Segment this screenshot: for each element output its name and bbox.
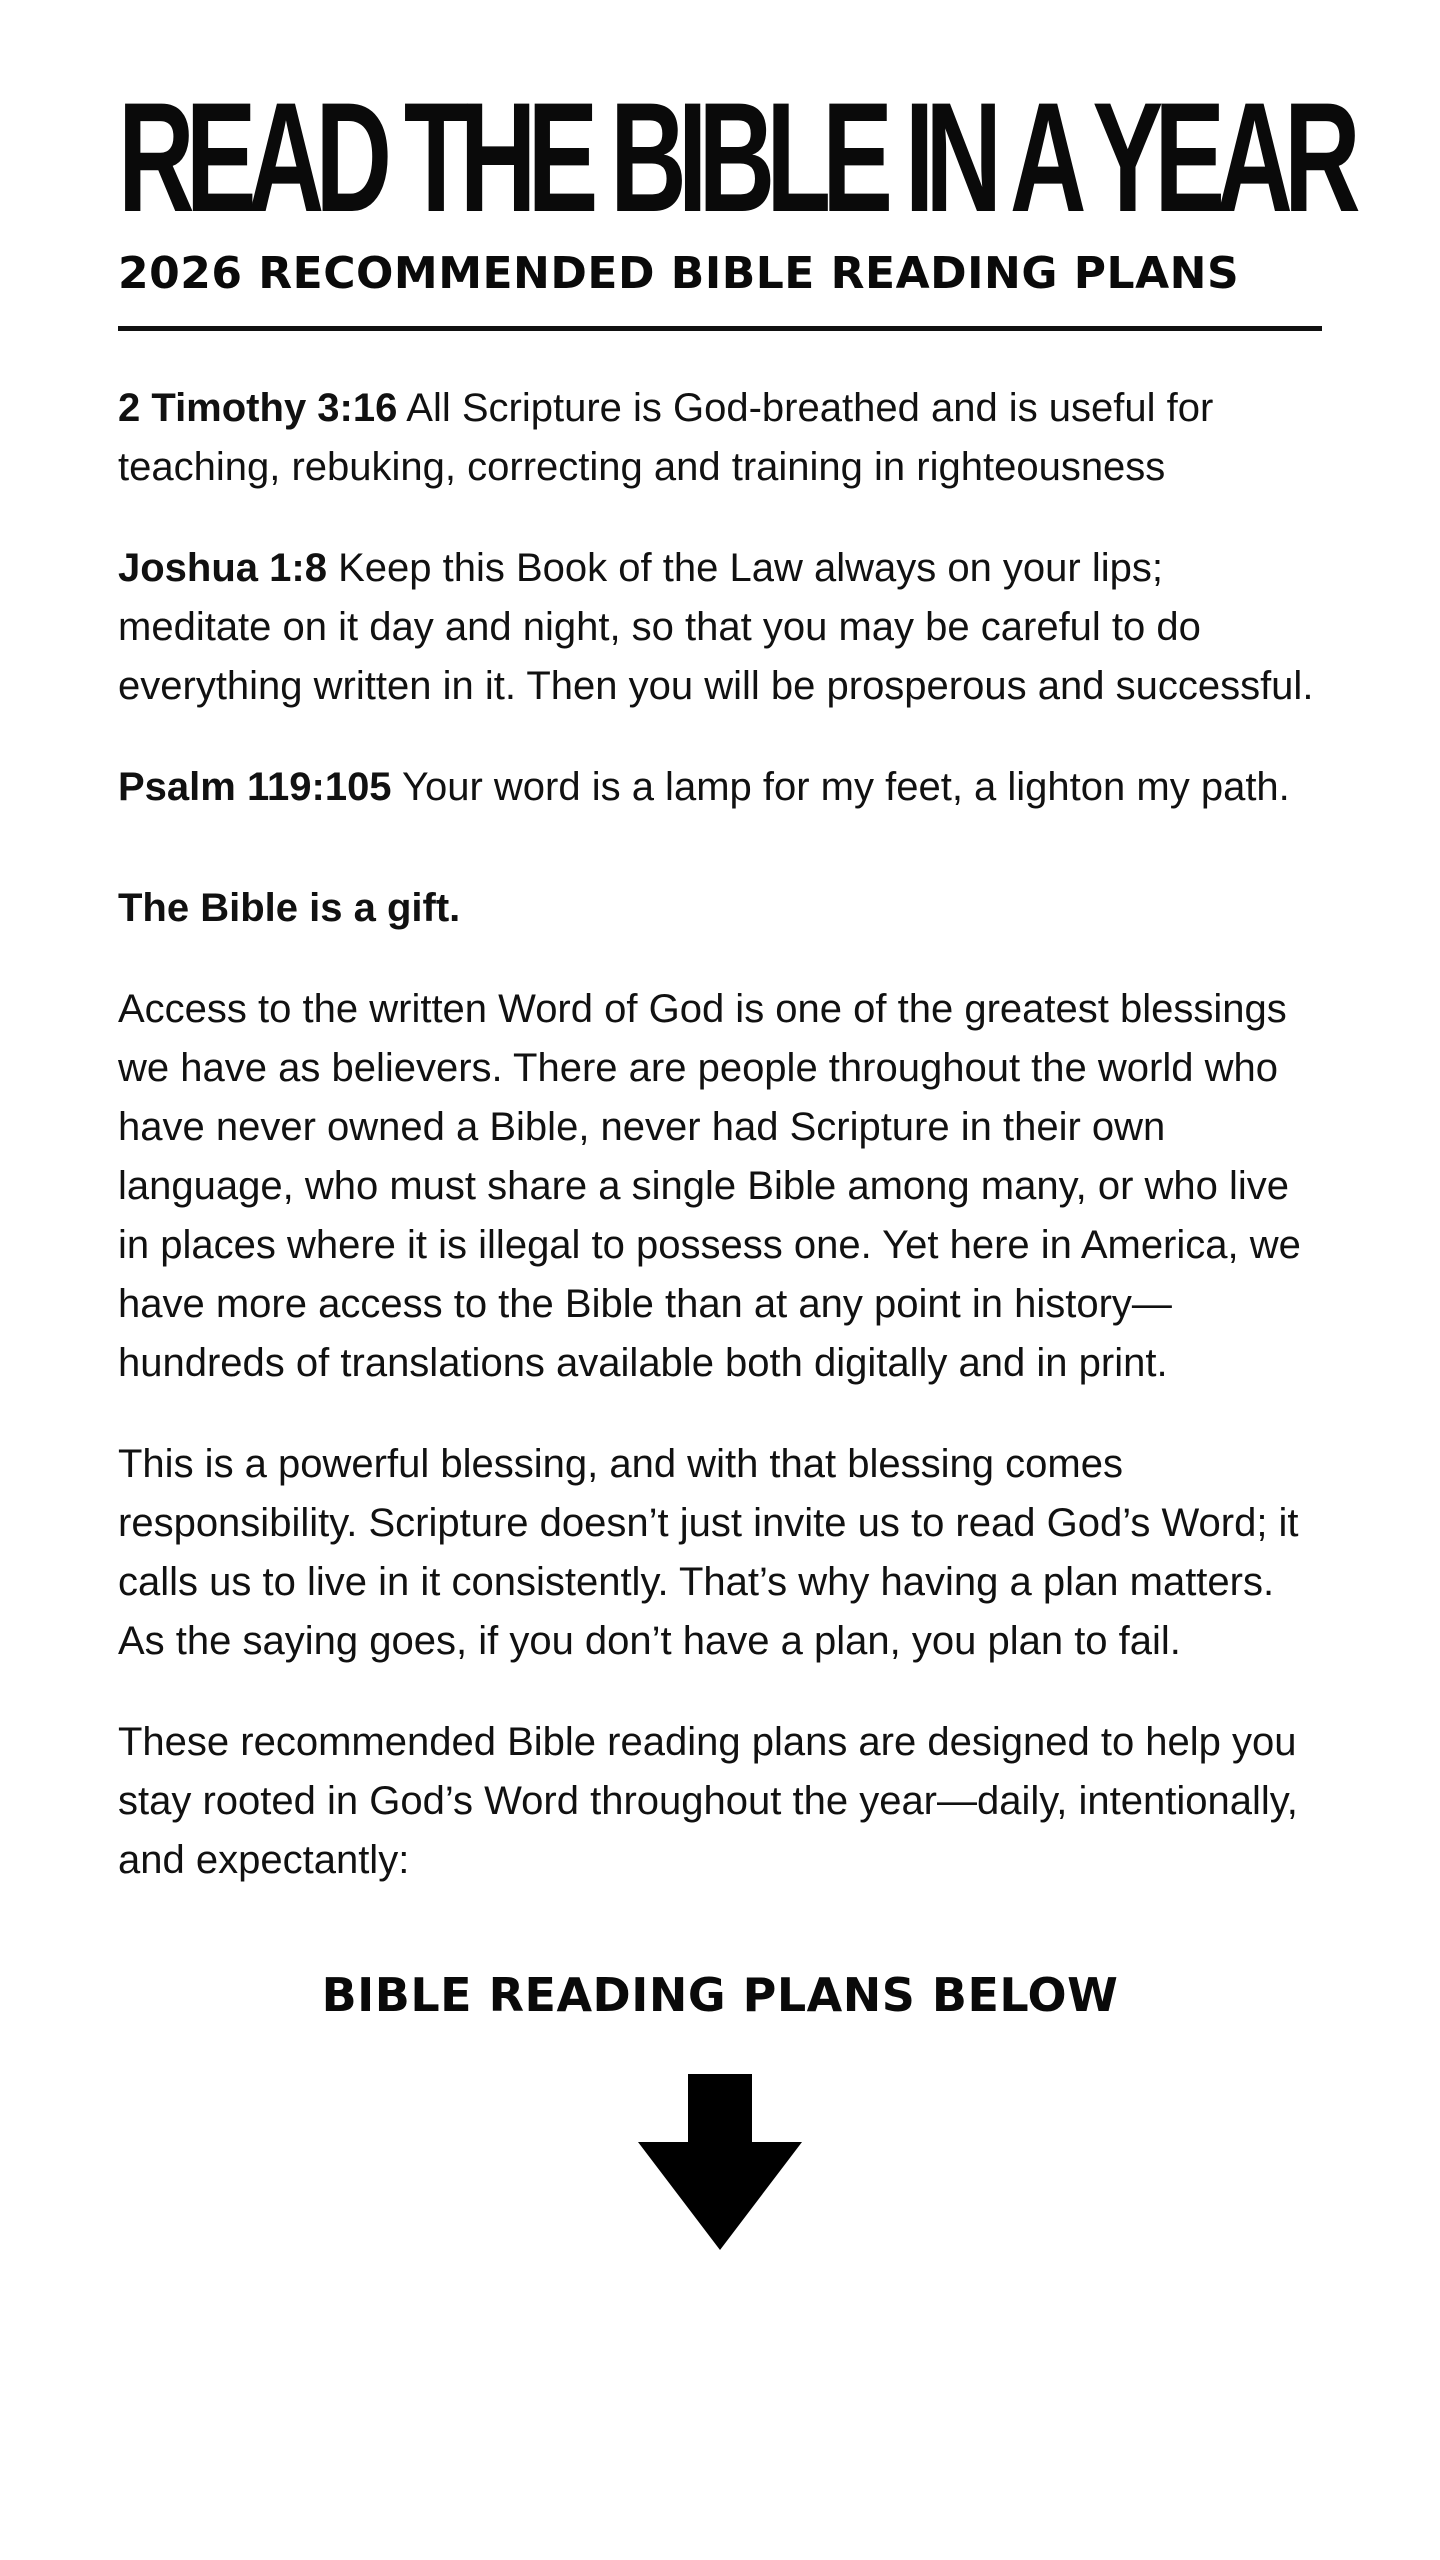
arrow-down-icon [638,2074,802,2250]
verse-reference: Joshua 1:8 [118,546,327,590]
body-paragraph-responsibility: This is a powerful blessing, and with that blessing comes responsibility. Scripture doesn’t just invite us to read God’s Word; it calls us to live in it consistently. That’s why having a plan matters. As the saying goes, if you don’t have a plan, you plan to fail. [118,1442,1299,1663]
page-subtitle: 2026 RECOMMENDED BIBLE READING PLANS [118,248,1240,299]
body-paragraph-plans: These recommended Bible reading plans are designed to help you stay rooted in God’s Word throughout the year—daily, intentionally, and expectantly: [118,1720,1298,1882]
plans-below-label: BIBLE READING PLANS BELOW [321,1968,1119,2022]
body-paragraph-access: Access to the written Word of God is one of the greatest blessings we have as believers. There are people throughout the world who have never owned a Bible, never had Scripture in their own language, who must share a single Bible among many, or who live in places where it is illegal to possess one. Yet here in America, we have more access to the Bible than at any point in history—hundreds of translations available both digitally and in print. [118,987,1301,1385]
verse-text: Keep this Book of the Law always on your lips; meditate on it day and night, so that you may be careful to do everything written in it. Then you will be prosperous and successful. [118,546,1314,708]
title-divider [118,326,1322,331]
section-heading: The Bible is a gift. [118,886,461,930]
page-title: READ THE BIBLE IN A YEAR [118,71,1352,245]
verse-psalm [118,758,1322,817]
verse-joshua [118,539,1322,716]
verse-2-timothy [118,379,1322,497]
verse-text: Your word is a lamp for my feet, a lighton my path. [391,765,1290,809]
arrow-container [118,2074,1322,2250]
verse-reference: Psalm 119:105 [118,765,392,809]
verse-reference: 2 Timothy 3:16 [118,386,398,430]
verse-text: All Scripture is God-breathed and is useful for teaching, rebuking, correcting and training in righteousness [118,386,1214,489]
